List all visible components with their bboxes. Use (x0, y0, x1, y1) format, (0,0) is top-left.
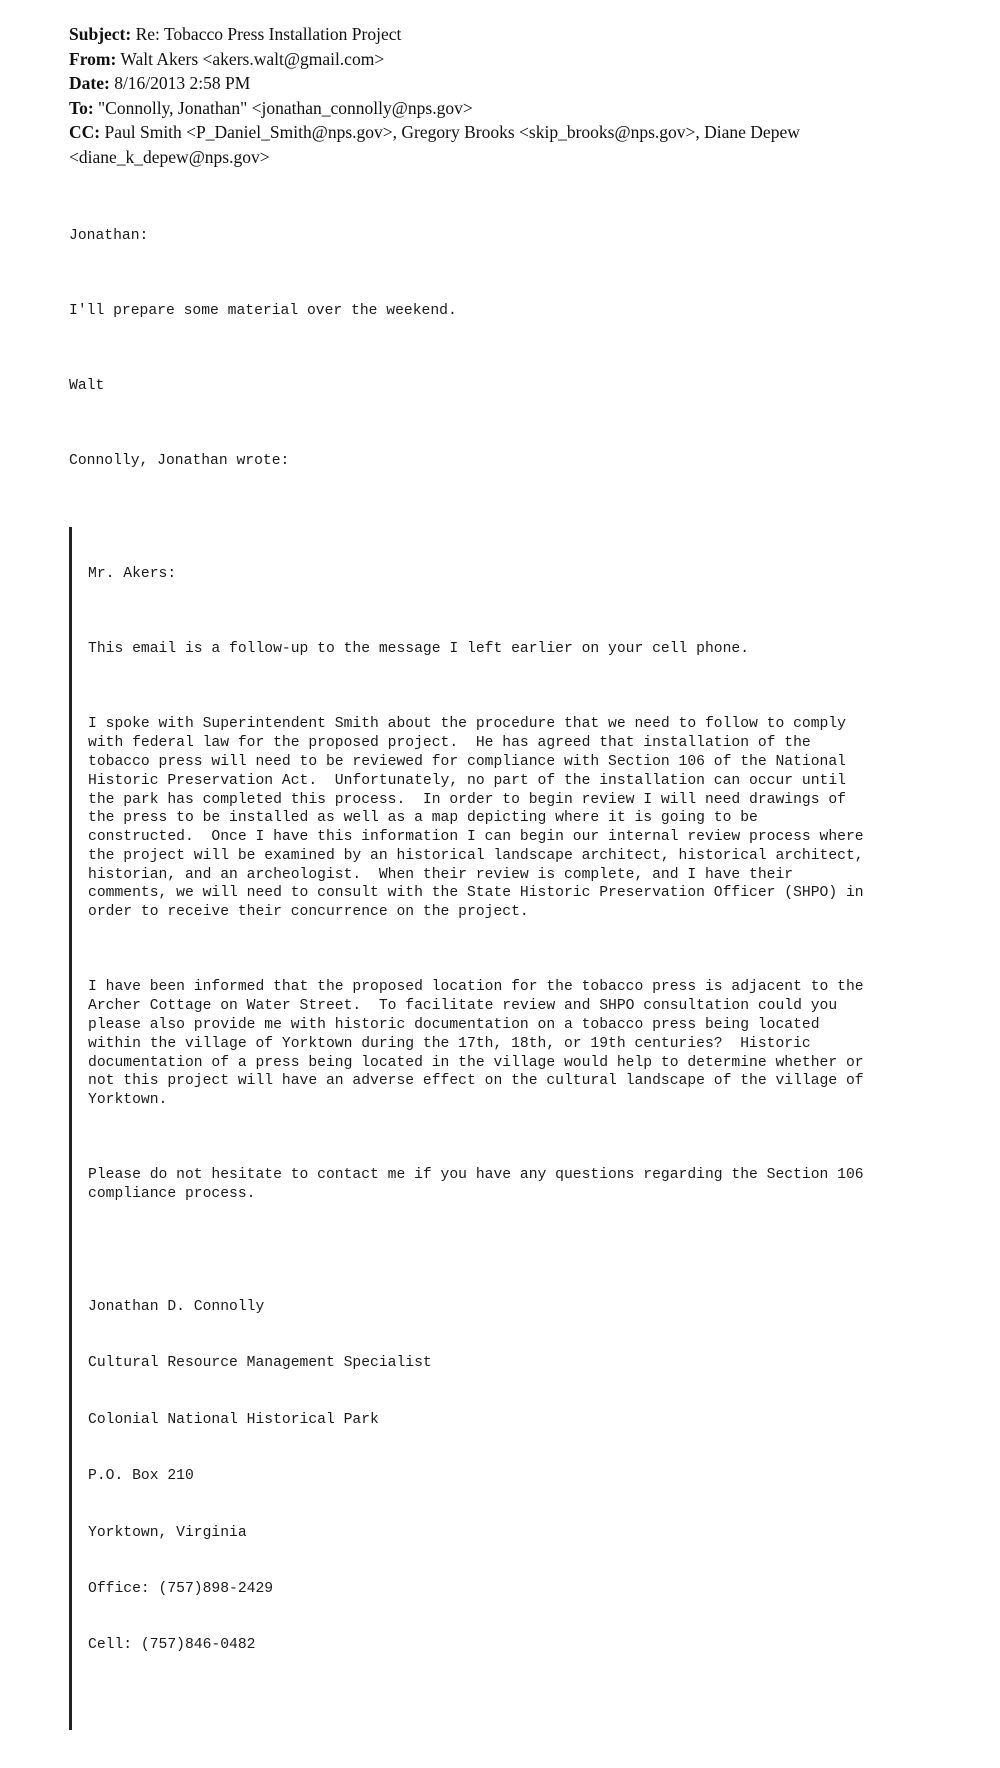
to-label: To: (69, 97, 94, 118)
reply-message: I'll prepare some material over the weekend. (69, 302, 457, 319)
to-line (69, 96, 969, 121)
to-value: "Connolly, Jonathan" <jonathan_connolly@nps.gov> (98, 97, 473, 118)
quote-greeting: Mr. Akers: (88, 565, 177, 582)
subject-line (69, 22, 969, 47)
signature-organization: Colonial National Historical Park (88, 1411, 379, 1428)
date-line (69, 71, 969, 96)
quote-paragraph-3: I have been informed that the proposed location for the tobacco press is adjacent to the Archer Cottage on Water Street. To facilitate review and SHPO consultation could you please also provide me with historic documentation on a tobacco press being located within the village of Yorktown during the 17th, 18th, or 19th centuries? Historic documentation of a press being located in the village would help to determine whether or not this project will have an adverse effect on the cultural landscape of the village of Yorktown. (88, 979, 864, 1109)
signature-city: Yorktown, Virginia (88, 1524, 247, 1541)
signature-block (88, 1260, 958, 1692)
cc-line (69, 120, 969, 169)
quote-attribution: Connolly, Jonathan wrote: (69, 453, 290, 470)
email-document (69, 22, 969, 1768)
quote-paragraph-2: I spoke with Superintendent Smith about the procedure that we need to follow to comply with federal law for the proposed project. He has agreed that installation of the tobacco press will need to be reviewed for compliance with Section 106 of the National Historic Preservation Act. Unfortunately, no part of the installation can occur until the park has completed this process. In order to begin review I will need drawings of the press to be installed as well as a map depicting where it is going to be constructed. Once I have this information I can begin our internal review process where the project will be examined by an historical landscape architect, historical architect, historian, and an archeologist. When their review is complete, and I have their comments, we will need to consult with the State Historic Preservation Officer (SHPO) in order to receive their concurrence on the project. (88, 716, 864, 921)
signature-po-box: P.O. Box 210 (88, 1468, 194, 1485)
reply-greeting: Jonathan: (69, 227, 149, 244)
from-value: Walt Akers <akers.walt@gmail.com> (120, 48, 385, 69)
signature-title: Cultural Resource Management Specialist (88, 1355, 432, 1372)
cc-label: CC: (69, 122, 101, 142)
reply-body (69, 189, 969, 1768)
from-line (69, 47, 969, 72)
quote-paragraph-4: Please do not hesitate to contact me if you have any questions regarding the Section 106 compliance process. (88, 1167, 864, 1203)
date-label: Date: (69, 73, 110, 93)
cc-value: Paul Smith <P_Daniel_Smith@nps.gov>, Gregory Brooks <skip_brooks@nps.gov>, Diane Depew <diane_k_depew@nps.gov> (69, 122, 800, 167)
reply-signoff: Walt (69, 377, 105, 394)
email-headers (69, 22, 969, 169)
signature-cell-phone: Cell: (757)846-0482 (88, 1637, 256, 1654)
subject-value: Re: Tobacco Press Installation Project (135, 24, 402, 44)
quote-paragraph-1: This email is a follow-up to the message I left earlier on your cell phone. (88, 641, 750, 658)
signature-office-phone: Office: (757)898-2429 (88, 1580, 274, 1597)
from-label: From: (69, 48, 117, 69)
signature-name: Jonathan D. Connolly (88, 1299, 265, 1316)
subject-label: Subject: (69, 24, 132, 44)
date-value: 8/16/2013 2:58 PM (114, 73, 251, 93)
quoted-message (69, 527, 958, 1730)
